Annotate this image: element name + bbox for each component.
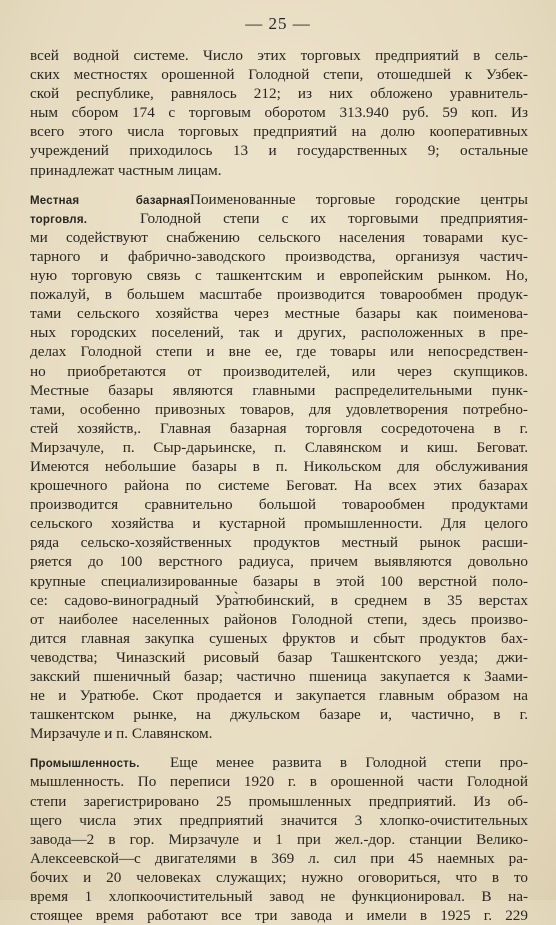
text-line: ную торговую связь с ташкентским и европейским рынком. Но,	[30, 267, 528, 285]
section-industry-first-tail: Еще менее развита в Голодной степи про-	[170, 754, 528, 772]
text-line: бочих и 20 человеках служащих; нужно оговориться, что в то	[30, 868, 528, 886]
text-line: Мирзачуле, п. Сыр-дарьинске, п. Славянском и киш. Беговат.	[30, 438, 528, 456]
text-line: производится сравнительно большой товарообмен продуктами	[30, 496, 528, 514]
text-line: степи зарегистрировано 25 промышленных предприятий. Из об-	[30, 792, 528, 810]
section-bazaar-body	[30, 228, 528, 744]
section-heading-bazaar-1: Местная базарная	[30, 194, 190, 207]
text-line: ряется до 100 верстного радиуса, причем выявляются довольно	[30, 553, 528, 571]
text-line: от наиболее населенных районов Голодной степи, здесь произво-	[30, 610, 528, 628]
page-text	[30, 46, 528, 925]
text-line: учреждений приходилось 13 и государственных 9; остальные	[30, 142, 528, 160]
text-line: завода—2 в гор. Мирзачуле и 1 при жел.-дор. станции Велико-	[30, 830, 528, 848]
text-line: но приобретаются от производителей, или через скупщиков.	[30, 362, 528, 380]
section-heading-bazaar-2: торговля.	[30, 213, 88, 226]
text-line: стей хозяйств,. Главная базарная торговля сосредоточена в г.	[30, 419, 528, 437]
text-line: всего этого числа торговых предприятий на долю кооперативных	[30, 123, 528, 141]
text-line: Имеются небольшие базары в п. Никольском для обслуживания	[30, 457, 528, 475]
paragraph-intro	[30, 46, 528, 180]
text-line: ных городских поселений, так и других, расположенных в пре-	[30, 324, 528, 342]
text-line: се: садово-виноградный Ура̀тюбинский, в среднем в 35 верстах	[30, 591, 528, 609]
page-number: — 25 —	[245, 14, 311, 33]
text-line: ской республике, равнялось 212; из них обложено уравнитель-	[30, 85, 528, 103]
text-line: закский пшеничный базар; частично пшеница закупается к Заами-	[30, 668, 528, 685]
text-line: сельского хозяйства и кустарной промышленности. Для целого	[30, 515, 528, 533]
text-line: делах Голодной степи и вне ее, где товары или непосредствен-	[30, 343, 528, 361]
text-line: тами сельского хозяйства через местные базары как поименова-	[30, 305, 528, 323]
section-bazaar-trade	[30, 190, 528, 744]
text-line: ташкентском рынке, на джульском базаре и, частично, в г.	[30, 706, 528, 724]
section-line	[30, 190, 528, 209]
text-line: стоящее время работают все три завода и имели в 1925 г. 229	[30, 907, 528, 925]
text-line: Мирзачуле и п. Славянском.	[30, 725, 213, 743]
text-line: дится главная закупка сушеных фруктов и сбыт продуктов бах-	[30, 629, 528, 647]
text-line: ным сбором 174 с торговым оборотом 313.940 руб. 59 коп. Из	[30, 104, 528, 122]
section-first-line-tail: Поименованные торговые городские центры	[190, 190, 528, 208]
text-line: не и Уратюбе. Скот продается и закупается главным образом на	[30, 687, 528, 705]
text-line: Алексеевской—с двигателями в 369 л. сил при 45 наемных ра-	[30, 849, 528, 867]
text-line: ми содействуют снабжению сельского населения товарами кус-	[30, 228, 528, 246]
text-line: чеводства; Чиназский рисовый базар Ташкентского уезда; джи-	[30, 648, 528, 666]
section-line	[30, 209, 528, 228]
text-line: тарного и фабрично-заводского производства, организуя частич-	[30, 247, 528, 265]
section-industry	[30, 753, 528, 925]
text-line: ряда сельско-хозяйственных продуктов местный рынок расши-	[30, 534, 528, 552]
text-line: всей водной системе. Число этих торговых предприятий в сель-	[30, 47, 528, 64]
text-line: крошечного района по системе Беговат. На всех этих базарах	[30, 477, 528, 495]
text-line: пожалуй, в большем масштабе производится товарообмен продук-	[30, 286, 528, 304]
text-line: тами, особенно привозных товаров, для удовлетворения потребно-	[30, 400, 528, 418]
section-industry-body	[30, 772, 528, 925]
text-line: принадлежат частным лицам.	[30, 161, 222, 179]
section-second-line-tail: Голодной степи с их торговыми предприятия-	[140, 209, 528, 227]
text-line: время 1 хлопкоочистительный завод не функционировал. В на-	[30, 888, 528, 906]
text-line: крупные специализированные базары в этой 100 верстной поло-	[30, 572, 528, 590]
text-line: мышленность. По переписи 1920 г. в орошенной части Голодной	[30, 773, 528, 791]
section-heading-industry: Промышленность.	[30, 758, 140, 771]
text-line: ских местностях орошенной Голодной степи, отошедшей к Узбек-	[30, 66, 528, 84]
text-line: Местные базары являются главными распределительными пунк-	[30, 381, 528, 399]
text-line: щего числа этих предприятий значится 3 хлопко-очистительных	[30, 811, 528, 829]
section-line	[30, 753, 528, 772]
